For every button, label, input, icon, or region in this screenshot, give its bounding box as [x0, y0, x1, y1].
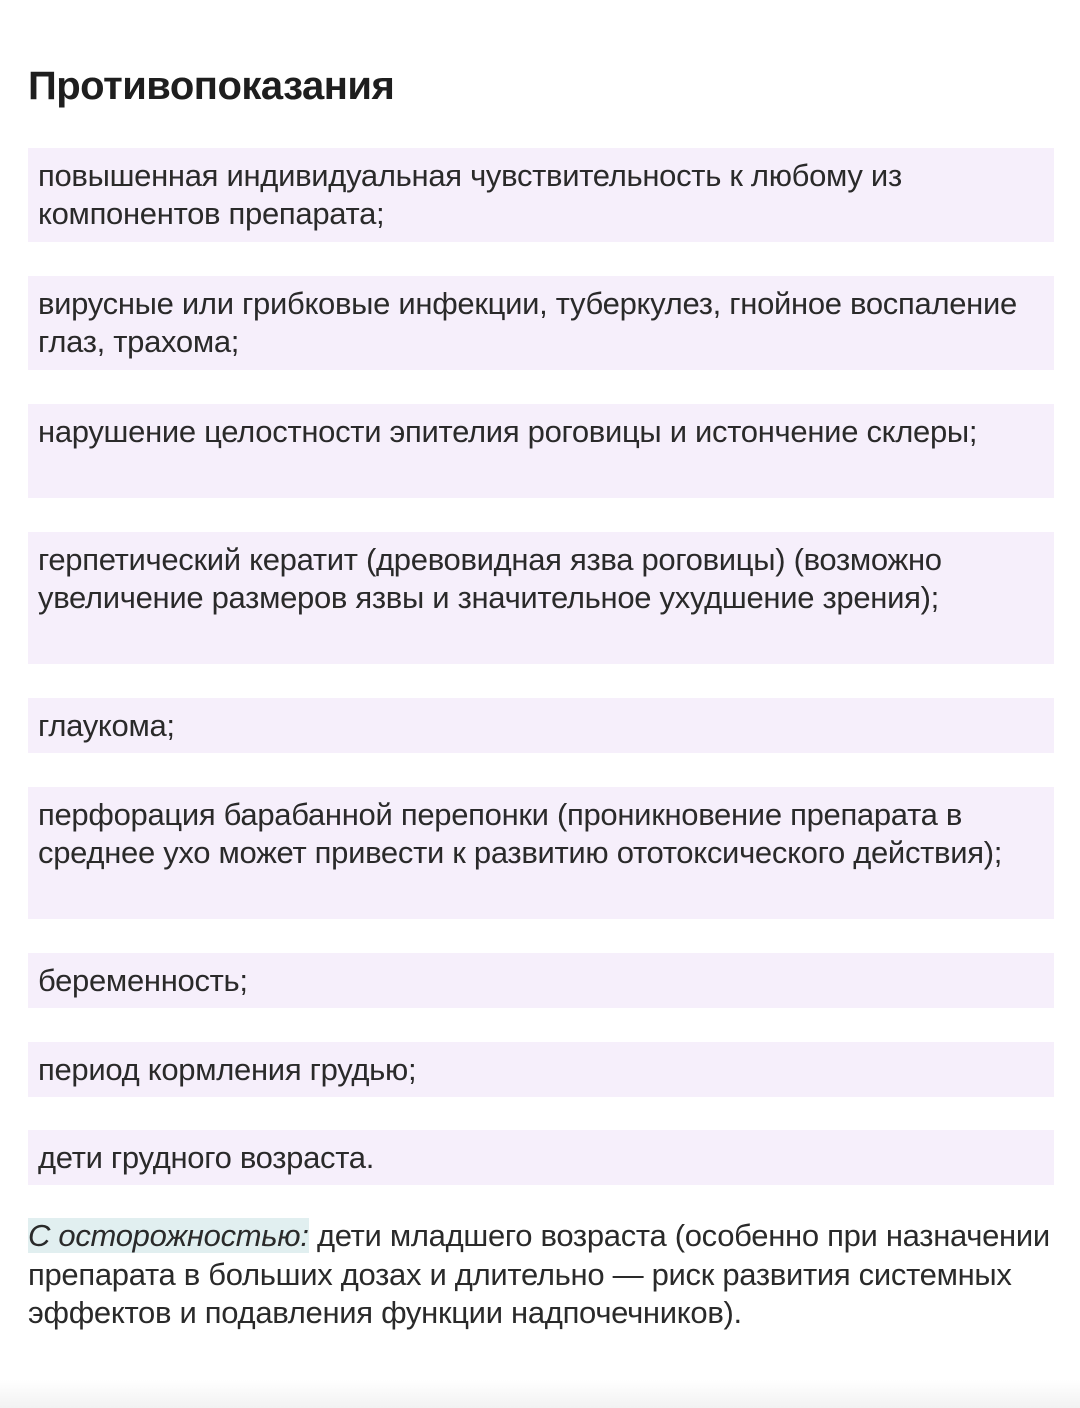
contraindication-item: нарушение целостности эпителия роговицы и истончение склеры;	[28, 404, 1054, 498]
contraindication-item: герпетический кератит (древовидная язва роговицы) (возможно увеличение размеров язвы и значительное ухудшение зрения);	[28, 532, 1054, 664]
contraindication-item: вирусные или грибковые инфекции, туберкулез, гнойное воспаление глаз, трахома;	[28, 276, 1054, 370]
caution-text: дети младшего возраста (особенно при назначении препарата в больших дозах и длительно — риск развития системных эффектов и подавления функции надпочечников).	[28, 1218, 1050, 1330]
caution-label: С осторожностью:	[28, 1218, 309, 1253]
contraindication-item: период кормления грудью;	[28, 1042, 1054, 1097]
section-title: Противопоказания	[28, 64, 395, 108]
caution-paragraph	[28, 1217, 1058, 1333]
contraindication-item: дети грудного возраста.	[28, 1130, 1054, 1185]
contraindication-item: беременность;	[28, 953, 1054, 1008]
contraindication-item: повышенная индивидуальная чувствительность к любому из компонентов препарата;	[28, 148, 1054, 242]
contraindication-item: перфорация барабанной перепонки (проникновение препарата в среднее ухо может привести к развитию ототоксического действия);	[28, 787, 1054, 919]
bottom-shadow	[0, 1380, 1080, 1408]
contraindication-item: глаукома;	[28, 698, 1054, 753]
